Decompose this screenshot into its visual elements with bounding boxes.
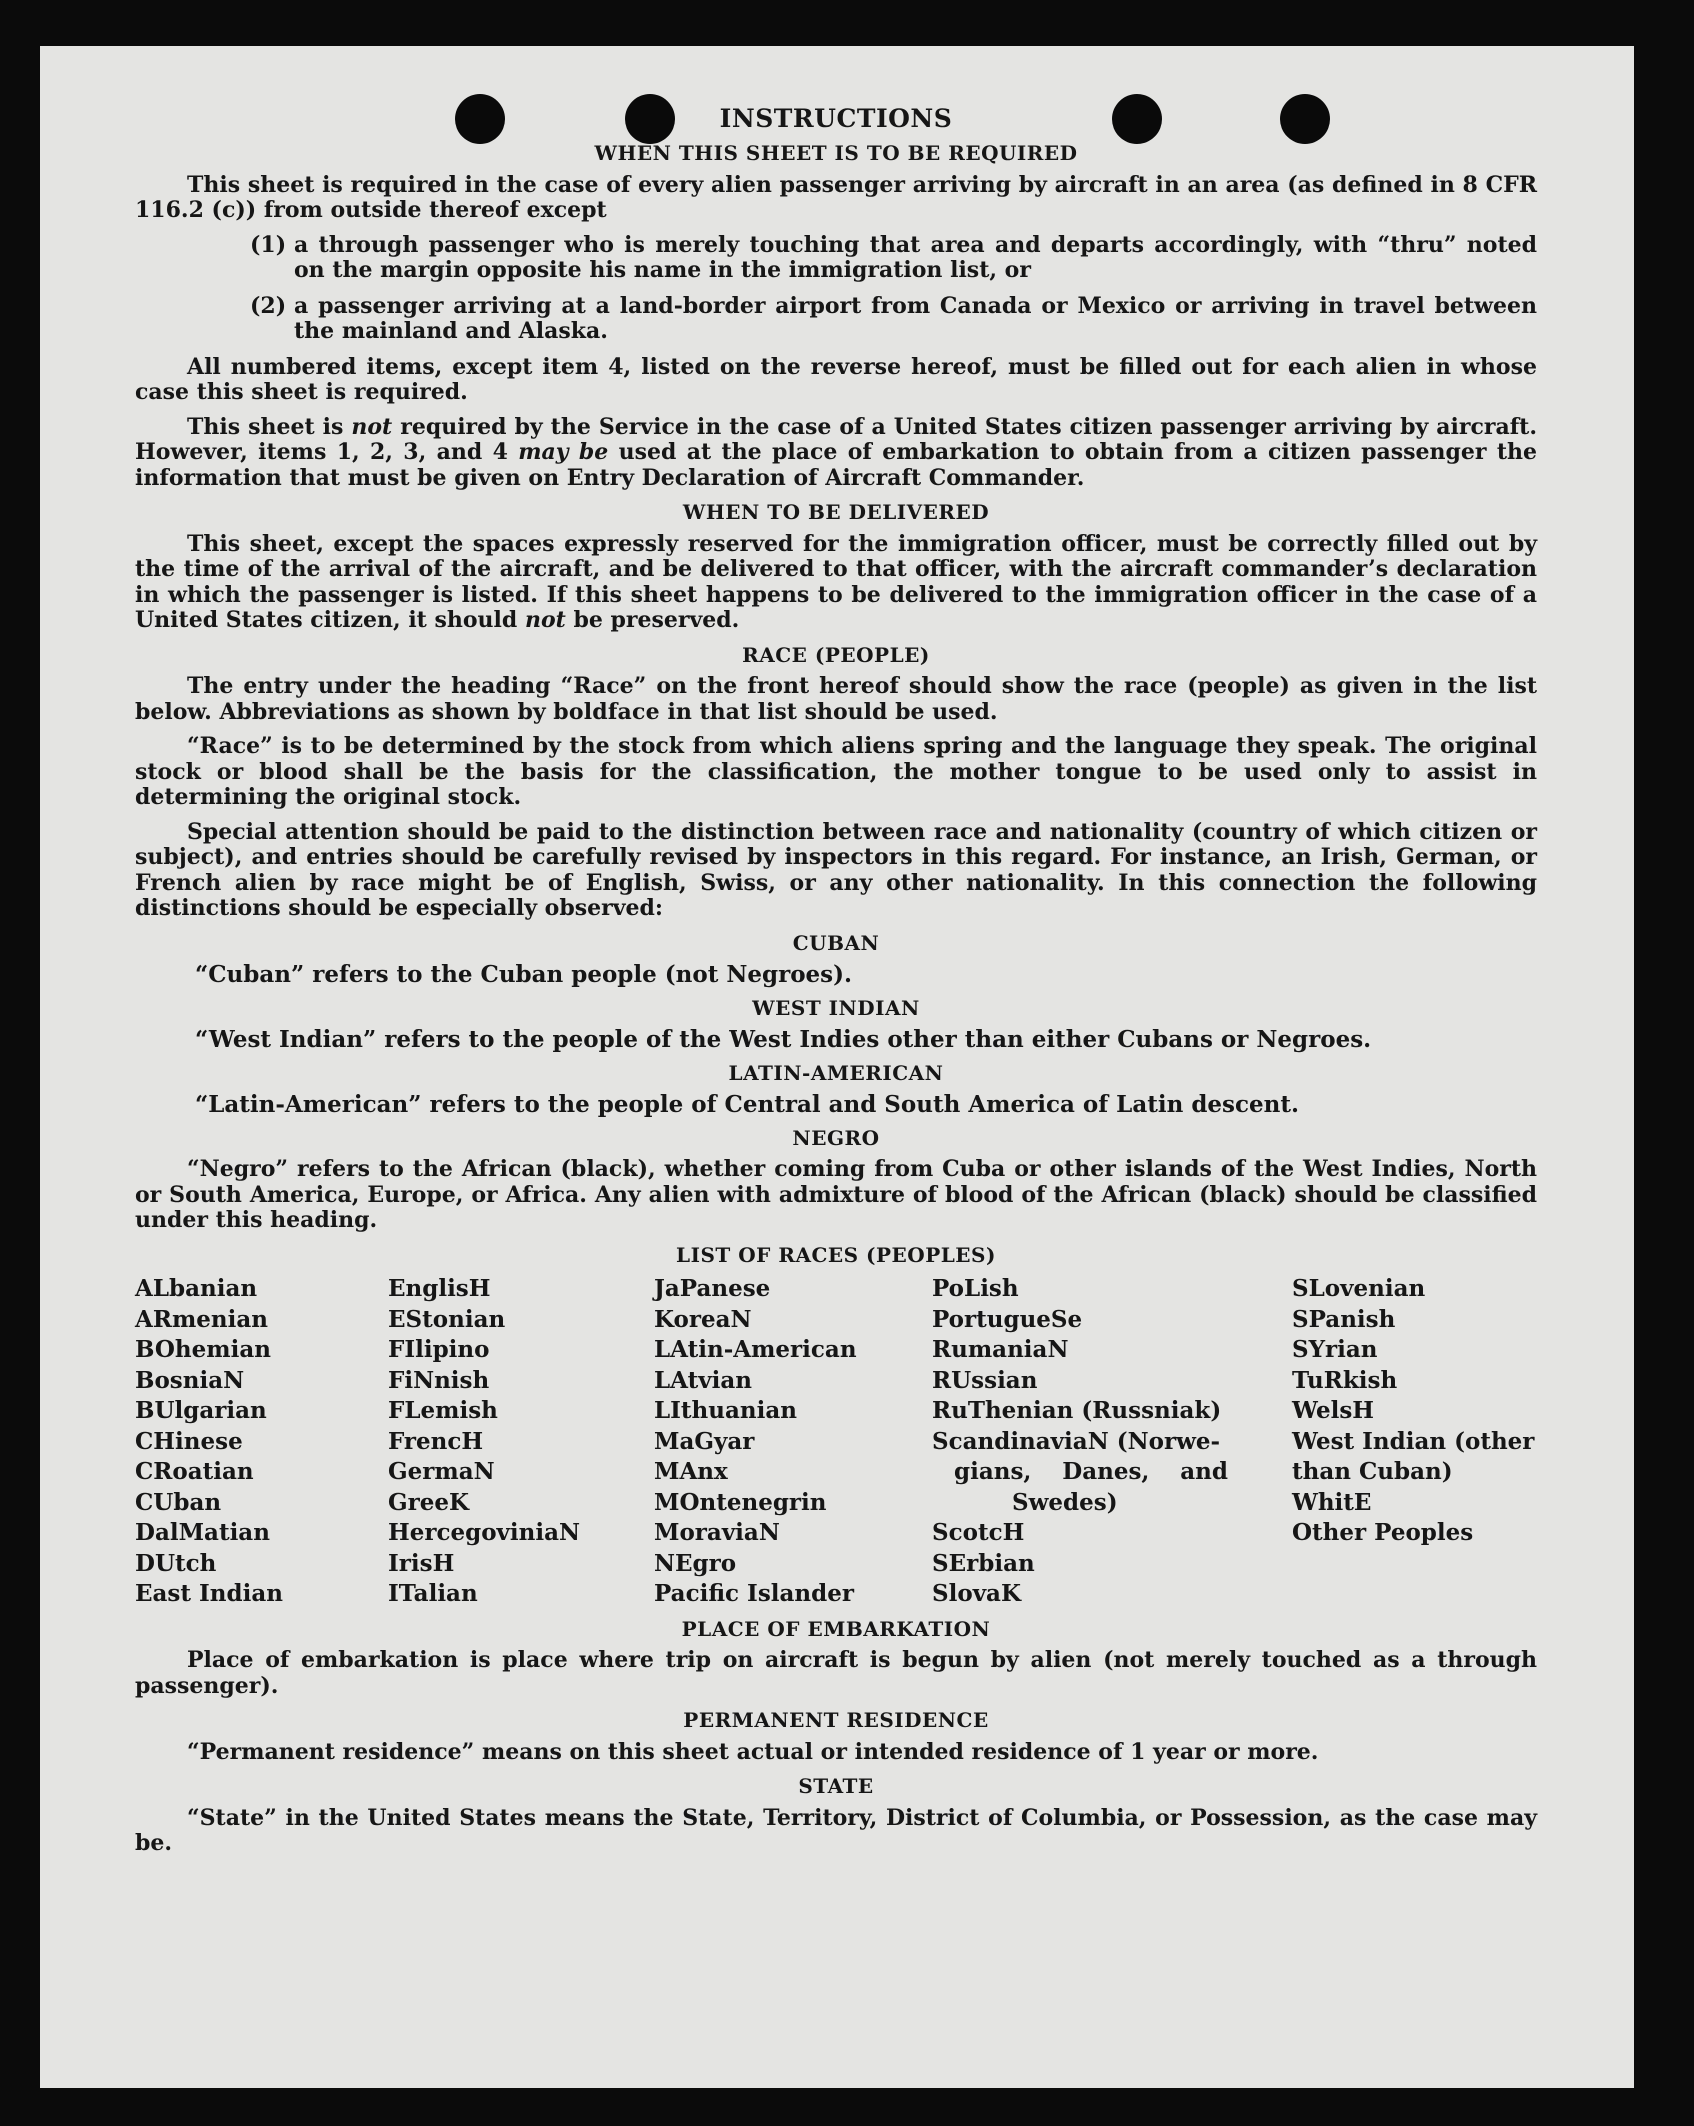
race-entry: LAtin-American (654, 1336, 857, 1363)
latin-american-definition: “Latin-American” refers to the people of Central and South America of Latin descent. (195, 1091, 1299, 1118)
race-entry: BOhemian (135, 1336, 271, 1363)
races-column-2 (388, 1274, 654, 1610)
race-entry: ARmenian (135, 1305, 269, 1333)
race-entry: FLemish (388, 1397, 498, 1424)
race-paragraph-1 (135, 674, 1537, 725)
numbered-items-paragraph: All numbered items, except item 4, listed on the reverse hereof, must be filled out for each alien in whose case this sheet is required. (135, 353, 1537, 405)
race-entry: Pacific Islander (654, 1580, 854, 1607)
instructions-body (135, 104, 1537, 1866)
race-entry: LAtvian (654, 1366, 752, 1394)
race-entry: MOntenegrin (654, 1488, 827, 1516)
race-entry: SlovaK (932, 1580, 1021, 1607)
race-entry: GreeK (388, 1488, 470, 1516)
item-number: (2) (250, 292, 287, 319)
heading-list-of-races: LIST OF RACES (PEOPLES) (676, 1242, 996, 1267)
cuban-definition: “Cuban” refers to the Cuban people (not Negroes). (195, 961, 853, 988)
west-indian-definition: “West Indian” refers to the people of the West Indies other than either Cubans or Negroes. (195, 1026, 1372, 1053)
race-entry: SYrian (1292, 1336, 1378, 1363)
race-entry: PoLish (932, 1275, 1019, 1302)
race-entry-scandinavian (932, 1427, 1228, 1519)
document-page (40, 46, 1634, 2088)
race-entry: KoreaN (654, 1305, 752, 1333)
race-entry-west-indian (1292, 1427, 1537, 1488)
state-definition: “State” in the United States means the State, Territory, District of Columbia, or Possession, as the case may be. (135, 1804, 1537, 1856)
race-entry-line: West Indian (other (1292, 1427, 1535, 1455)
race-entry: East Indian (135, 1580, 283, 1607)
race-entry: RumaniaN (932, 1336, 1069, 1363)
page-title: INSTRUCTIONS (719, 104, 953, 133)
race-entry: GermaN (388, 1458, 495, 1485)
text-run: in that list should be used. (659, 698, 998, 725)
text-run: This sheet is (187, 413, 352, 440)
text-run: be preserved. (565, 607, 740, 633)
race-entry: EnglisH (388, 1275, 491, 1302)
exception-item-2 (250, 294, 1537, 345)
races-column-5 (1292, 1274, 1537, 1610)
heading-west-indian: WEST INDIAN (752, 995, 920, 1020)
item-text: a through passenger who is merely touching that area and departs accordingly, with “thru” noted on the margin opposite his name in the immigration list, or (294, 231, 1537, 283)
emphasis: not (524, 607, 566, 633)
race-entry: FIlipino (388, 1336, 490, 1363)
race-entry: SErbian (932, 1549, 1035, 1577)
races-column-4 (932, 1274, 1228, 1610)
race-entry: TuRkish (1292, 1366, 1398, 1394)
race-entry: SPanish (1292, 1305, 1396, 1333)
race-entry: SLovenian (1292, 1275, 1426, 1302)
race-entry: WelsH (1292, 1397, 1375, 1424)
race-entry: BUlgarian (135, 1397, 267, 1424)
races-list (135, 1274, 1537, 1610)
intro-paragraph: This sheet is required in the case of every alien passenger arriving by aircraft in an area (as defined in 8 CFR 116.2 (c)) from outside thereof except (135, 171, 1537, 223)
race-entry: CUban (135, 1488, 222, 1516)
race-entry: JaPanese (654, 1275, 771, 1302)
race-entry: PortugueSe (932, 1305, 1083, 1333)
item-number: (1) (250, 231, 287, 258)
race-entry: MAnx (654, 1458, 728, 1485)
race-entry: ScotcH (932, 1519, 1025, 1546)
item-text: a passenger arriving at a land-border airport from Canada or Mexico or arriving in travel between the mainland and Alaska. (294, 292, 1537, 344)
race-entry-line: gians, Danes, and (954, 1458, 1228, 1485)
heading-embarkation: PLACE OF EMBARKATION (681, 1616, 991, 1641)
citizen-paragraph (135, 415, 1537, 492)
race-paragraph-2: “Race” is to be determined by the stock from which aliens spring and the language they speak. The original stock or blood shall be the basis for the classification, the mother tongue to be used only to assist in determining the original stock. (135, 733, 1537, 810)
race-entry: NEgro (654, 1549, 737, 1577)
race-entry: CHinese (135, 1427, 243, 1455)
text-run: used at the place of embarkation to obtain from a citizen passenger the information that must be given on Entry Declaration of Aircraft Commander. (135, 439, 1538, 491)
race-entry: EStonian (388, 1305, 506, 1333)
race-entry: ITalian (388, 1580, 478, 1607)
text-run: required by the Service in the case of a United States citizen passenger arriving by aircraft. However, items 1, 2, 3, and 4 (135, 413, 1537, 465)
exception-item-1 (250, 233, 1537, 284)
race-entry: FrencH (388, 1427, 484, 1455)
residence-definition: “Permanent residence” means on this sheet actual or intended residence of 1 year or more. (187, 1738, 1319, 1765)
race-entry: CRoatian (135, 1458, 254, 1485)
heading-negro: NEGRO (792, 1125, 880, 1150)
races-column-1 (135, 1274, 388, 1610)
heading-latin-american: LATIN-AMERICAN (728, 1060, 944, 1085)
race-entry: FiNnish (388, 1366, 490, 1394)
emphasis: not (351, 413, 393, 440)
race-entry-line: Swedes) (1012, 1488, 1118, 1516)
race-entry: DalMatian (135, 1519, 270, 1546)
heading-state: STATE (798, 1774, 874, 1798)
race-entry: RuThenian (Russniak) (932, 1397, 1222, 1424)
embarkation-definition: Place of embarkation is place where trip on aircraft is begun by alien (not merely touched as a through passenger). (135, 1647, 1537, 1699)
boldface-word: boldface (553, 698, 660, 725)
heading-when-delivered: WHEN TO BE DELIVERED (682, 500, 990, 524)
race-entry-line: ScandinaviaN (Norwe- (932, 1427, 1221, 1455)
race-entry: Other Peoples (1292, 1519, 1474, 1546)
heading-cuban: CUBAN (792, 930, 880, 955)
heading-permanent-residence: PERMANENT RESIDENCE (683, 1708, 989, 1732)
negro-definition: “Negro” refers to the African (black), whether coming from Cuba or other islands of the West Indies, North or South America, Europe, or Africa. Any alien with admixture of blood of the African (black) should be classified under this heading. (135, 1156, 1537, 1233)
race-entry: HercegoviniaN (388, 1519, 581, 1546)
text-run: This sheet, except the spaces expressly reserved for the immigration officer, must be correctly filled out by the time of the arrival of the aircraft, and be delivered to that officer, with the aircraft commander’s declaration in which the passenger is listed. If this sheet happens to be delivered to the immigration officer in the case of a United States citizen, it should (135, 530, 1537, 633)
race-entry: LIthuanian (654, 1397, 797, 1424)
text-run: The entry under the heading “Race” on the front hereof should show the race (people) as given in the list below. Abbreviations as shown by (135, 673, 1537, 725)
race-paragraph-3: Special attention should be paid to the distinction between race and nationality (country of which citizen or subject), and entries should be carefully revised by inspectors in this regard. For instance, an Irish, German, or French alien by race might be of English, Swiss, or any other nationality. In this connection the following distinctions should be especially observed: (135, 818, 1537, 921)
delivered-paragraph (135, 532, 1537, 634)
heading-race: RACE (PEOPLE) (742, 642, 930, 667)
emphasis: may be (518, 439, 609, 465)
race-entry: IrisH (388, 1549, 455, 1577)
race-entry: MaGyar (654, 1427, 755, 1455)
race-entry: DUtch (135, 1549, 217, 1577)
race-entry: ALbanian (135, 1275, 258, 1302)
heading-when-required: WHEN THIS SHEET IS TO BE REQUIRED (594, 141, 1078, 165)
race-entry: BosniaN (135, 1366, 245, 1394)
race-entry-line: than Cuban) (1292, 1458, 1453, 1485)
race-entry: RUssian (932, 1366, 1038, 1394)
races-column-3 (654, 1274, 932, 1610)
race-entry: WhitE (1292, 1488, 1372, 1516)
race-entry: MoraviaN (654, 1519, 780, 1546)
